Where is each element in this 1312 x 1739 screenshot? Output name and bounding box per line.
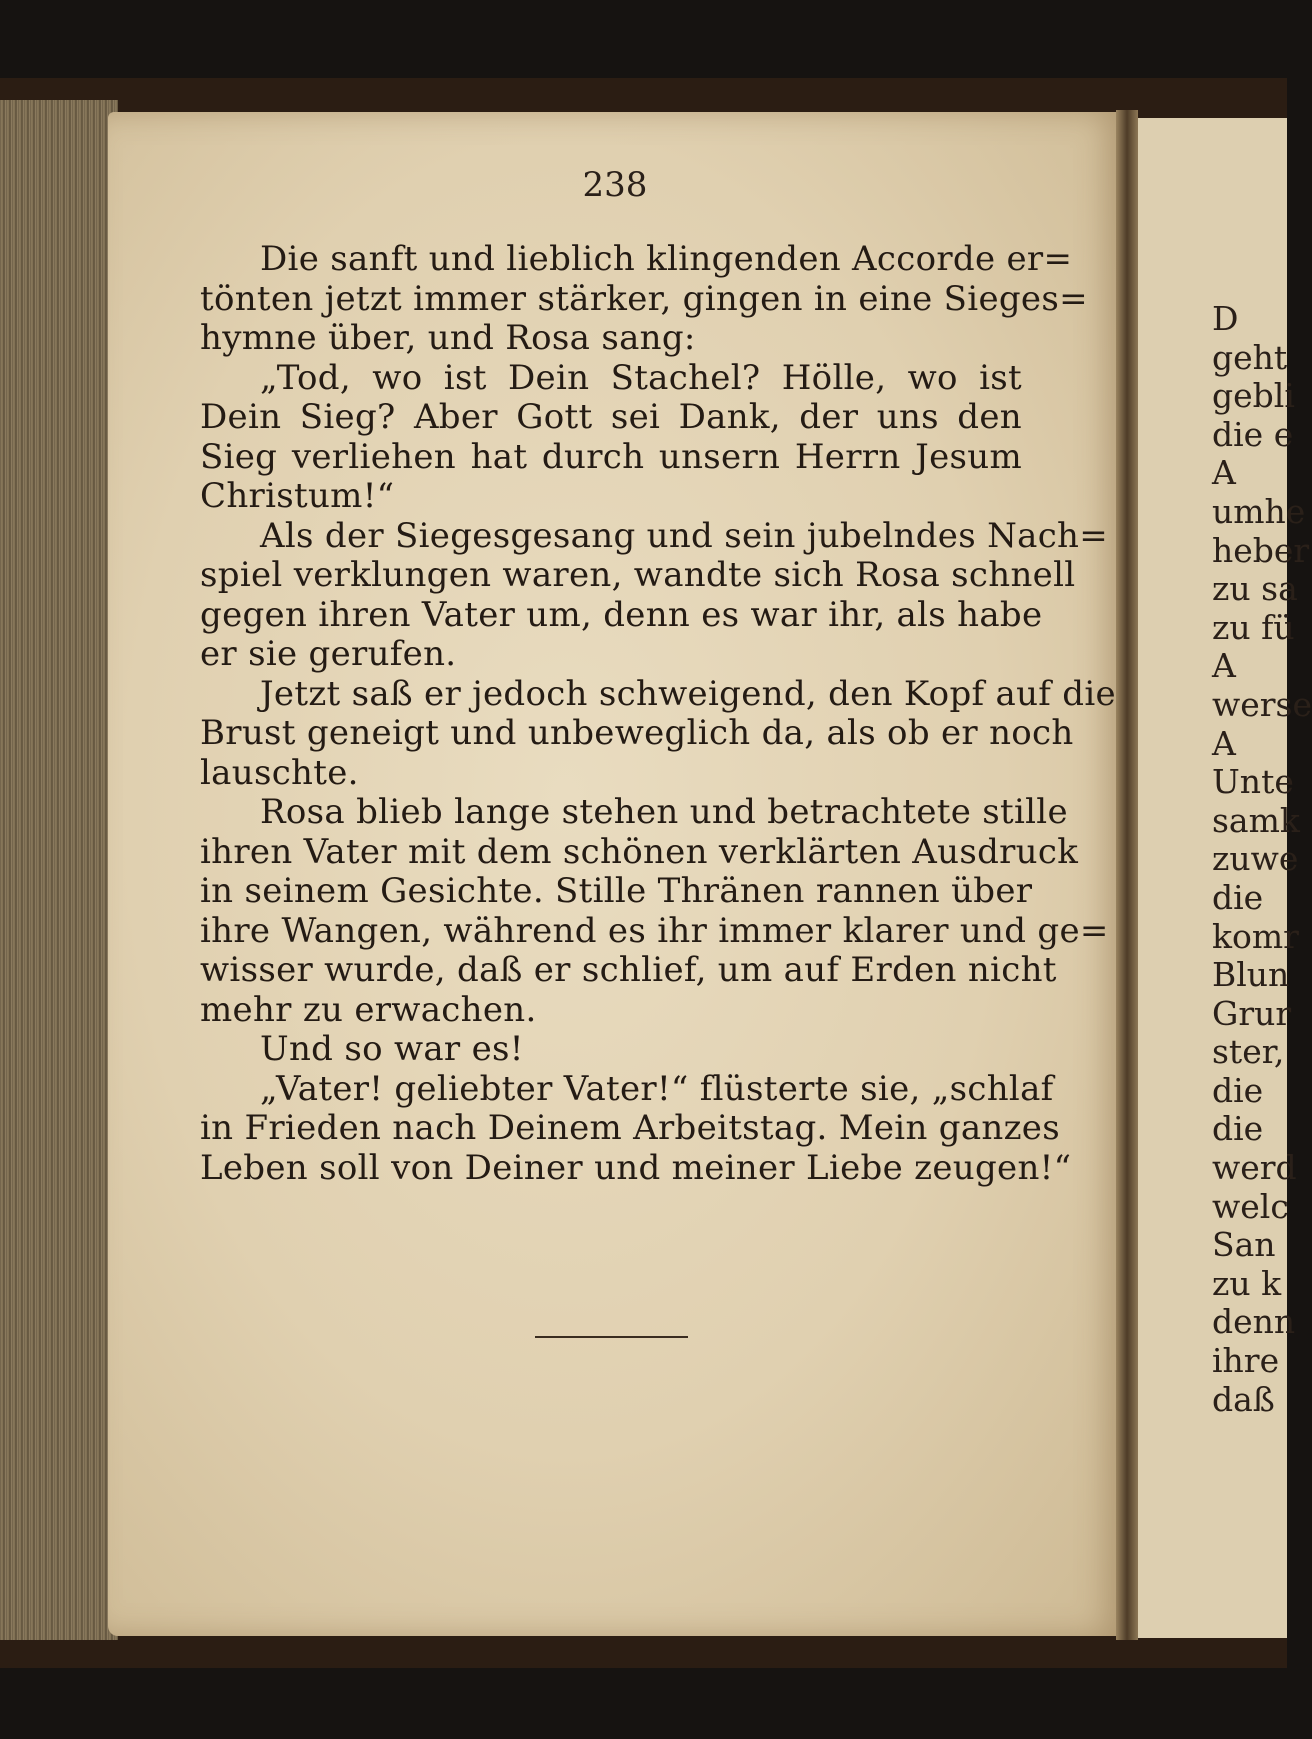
facing-page-fragment: D [1212, 299, 1239, 338]
facing-page-fragment: A [1212, 453, 1236, 493]
facing-page-fragment: gebli [1212, 376, 1295, 416]
facing-page-fragment: Blun [1212, 955, 1290, 995]
facing-page-fragment: die [1212, 1070, 1264, 1110]
facing-page-fragment: welc [1212, 1186, 1289, 1226]
text-line: gegen ihren Vater um, denn es war ihr, als habe [200, 594, 1043, 635]
text-line: „Vater! geliebter Vater!“ flüsterte sie, „schlaf [260, 1068, 1054, 1109]
text-line: Leben soll von Deiner und meiner Liebe zeugen!“ [200, 1147, 1072, 1188]
text-line: hymne über, und Rosa sang: [200, 318, 696, 358]
end-rule [535, 1336, 688, 1338]
text-line: Sieg verliehen hat durch unsern Herrn Jesum [200, 436, 1022, 477]
text-line: Rosa blieb lange stehen und betrachtete stille [260, 792, 1068, 832]
facing-page-fragment: ihre [1212, 1341, 1280, 1381]
facing-page-fragment: komr [1212, 916, 1299, 956]
facing-page-fragment: daß [1212, 1379, 1275, 1419]
facing-page-fragment: Unte [1212, 762, 1294, 802]
facing-page-fragment: ster, [1212, 1032, 1285, 1072]
facing-page-fragment: Grur [1212, 993, 1292, 1033]
text-line: lauschte. [200, 752, 359, 793]
text-line: Jetzt saß er jedoch schweigend, den Kopf auf die [260, 673, 1116, 714]
text-line: Und so war es! [260, 1029, 524, 1069]
facing-page-fragment: A [1212, 723, 1236, 763]
text-line: tönten jetzt immer stärker, gingen in eine Sieges= [200, 278, 1088, 319]
text-line: Als der Siegesgesang und sein jubelndes Nach= [260, 515, 1109, 556]
text-line: Die sanft und lieblich klingenden Accorde er= [260, 239, 1073, 279]
text-line: Dein Sieg? Aber Gott sei Dank, der uns den [200, 397, 1022, 437]
text-line: ihre Wangen, während es ihr immer klarer und ge= [200, 910, 1109, 951]
page-number: 238 [582, 165, 648, 205]
facing-page-fragment: zuwe [1212, 839, 1299, 879]
facing-page-fragment: A [1212, 646, 1236, 686]
facing-page-fragment: die e [1212, 414, 1294, 454]
text-line: in Frieden nach Deinem Arbeitstag. Mein ganzes [200, 1108, 1060, 1148]
facing-page-fragment: geht [1212, 337, 1288, 377]
book-gutter [1116, 110, 1138, 1640]
text-line: spiel verklungen waren, wandte sich Rosa schnell [200, 555, 1076, 595]
facing-page-fragment: zu fü [1212, 607, 1295, 647]
facing-page-fragment: werd [1212, 1148, 1297, 1188]
text-line: wisser wurde, daß er schlief, um auf Erden nicht [200, 950, 1057, 990]
page-block-edge [0, 100, 118, 1640]
facing-page-fragment: die [1212, 877, 1264, 917]
facing-page-text [1212, 299, 1312, 1419]
text-line: ihren Vater mit dem schönen verklärten Ausdruck [200, 831, 1079, 872]
text-line: in seinem Gesichte. Stille Thränen rannen über [200, 871, 1033, 911]
facing-page-fragment: zu k [1212, 1263, 1282, 1303]
text-line: Christum!“ [200, 476, 395, 516]
facing-page-fragment: zu sa [1212, 569, 1298, 609]
body-text [200, 239, 1116, 1188]
facing-page-fragment: umhe [1212, 491, 1306, 531]
facing-page-fragment: heber [1212, 530, 1310, 570]
facing-page-fragment: denn [1212, 1302, 1296, 1342]
text-line: mehr zu erwachen. [200, 989, 537, 1030]
facing-page-fragment: die [1212, 1109, 1264, 1149]
facing-page-fragment: werse [1212, 684, 1312, 724]
facing-page-fragment: San [1212, 1225, 1276, 1265]
text-line: Brust geneigt und unbeweglich da, als ob er noch [200, 713, 1074, 753]
text-line: „Tod, wo ist Dein Stachel? Hölle, wo ist [260, 357, 1022, 398]
text-line: er sie gerufen. [200, 634, 457, 674]
facing-page-fragment: samk [1212, 800, 1300, 840]
